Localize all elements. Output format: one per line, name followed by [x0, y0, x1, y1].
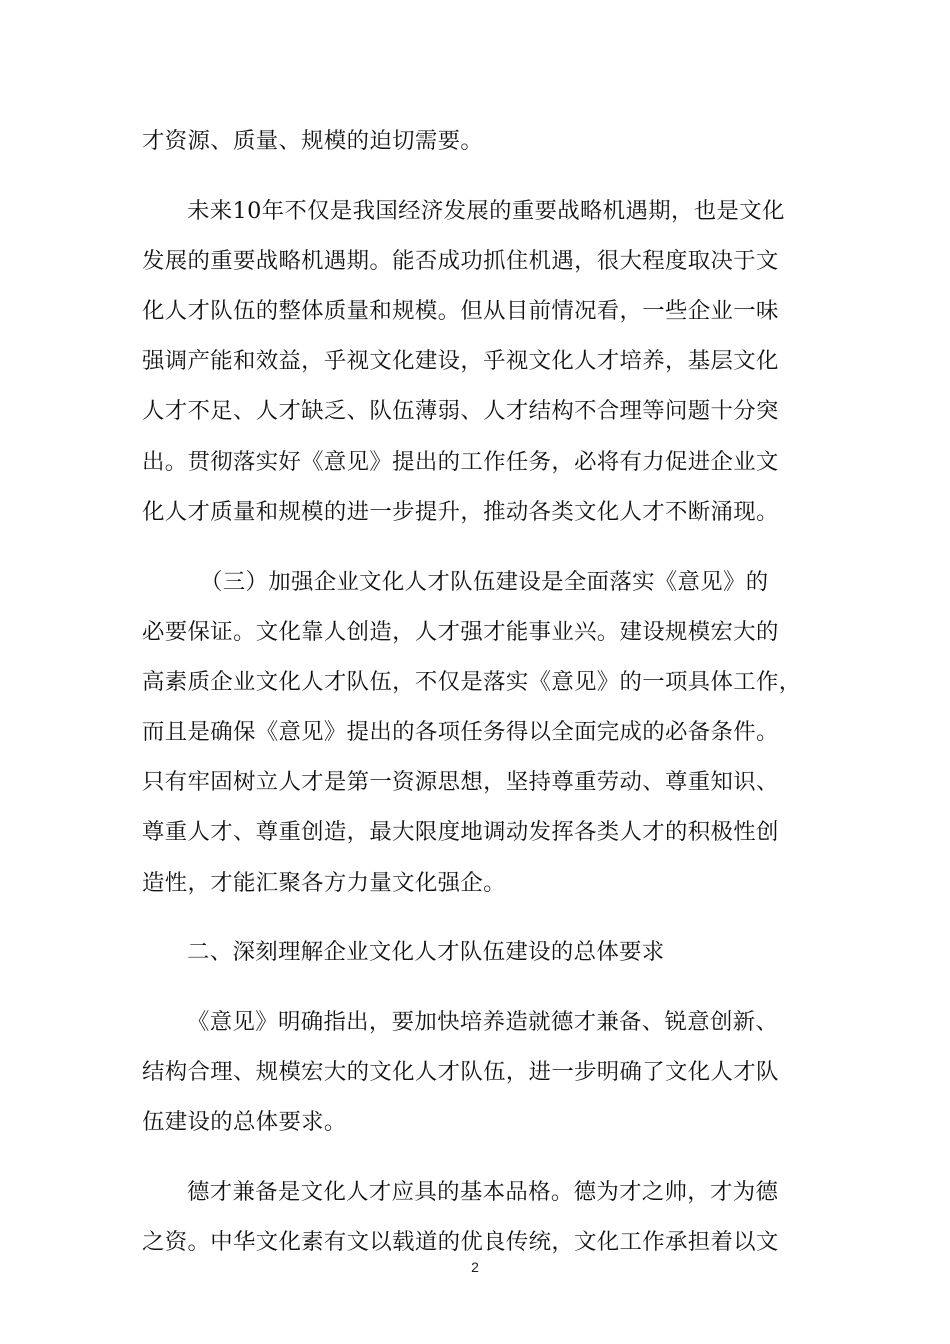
text-line: 尊重人才、尊重创造，最大限度地调动发挥各类人才的积极性创 [142, 819, 779, 846]
text-line: 《意见》明确指出，要加快培养造就德才兼备、锐意创新、 [187, 1009, 779, 1035]
paragraph-2 [142, 186, 785, 537]
text-line: 必要保证。文化靠人创造，人才强才能事业兴。建设规模宏大的 [142, 618, 779, 645]
document-body [142, 116, 802, 1287]
text-line: 强调产能和效益，乎视文化建设，乎视文化人才培养，基层文化 [142, 348, 779, 375]
section-heading [142, 927, 782, 977]
text-line: 之资。中华文化素有文以载道的优良传统，文化工作承担着以文 [142, 1229, 779, 1256]
text-line: 德才兼备是文化人才应具的基本品格。德为才之帅，才为德 [187, 1179, 779, 1206]
text-line: 而且是确保《意见》提出的各项任务得以全面完成的必备条件。 [142, 719, 779, 746]
text-line: 只有牢固树立人才是第一资源思想，坚持尊重劳动、尊重知识、 [142, 769, 779, 796]
paragraph-3 [142, 557, 802, 908]
text-line: 高素质企业文化人才队伍，不仅是落实《意见》的一项具体工作， [142, 668, 802, 695]
text-line: 未来10年不仅是我国经济发展的重要战略机遇期，也是文化 [187, 197, 785, 224]
text-line: 伍建设的总体要求。 [142, 1109, 347, 1136]
paragraph-1 [142, 116, 782, 166]
text-line: 出。贯彻落实好《意见》提出的工作任务，必将有力促进企业文 [142, 448, 779, 475]
paragraph-5 [142, 1167, 782, 1267]
text-line: 人才不足、人才缺乏、队伍薄弱、人才结构不合理等问题十分突 [142, 398, 779, 425]
text-line: 化人才队伍的整体质量和规模。但从目前情况看，一些企业一味 [142, 298, 779, 325]
paragraph-4 [142, 997, 782, 1148]
text-line: 化人才质量和规模的进一步提升，推动各类文化人才不断涌现。 [142, 498, 779, 525]
text-line: 才资源、质量、规模的迫切需要。 [142, 128, 484, 154]
text-line: （三）加强企业文化人才队伍建设是全面落实《意见》的 [200, 568, 769, 595]
text-line: 造性，才能汇聚各方力量文化强企。 [142, 869, 506, 896]
page-number: 2 [471, 1259, 479, 1275]
heading-line: 二、深刻理解企业文化人才队伍建设的总体要求 [187, 939, 665, 966]
text-line: 结构合理、规模宏大的文化人才队伍，进一步明确了文化人才队 [142, 1059, 779, 1086]
text-line: 发展的重要战略机遇期。能否成功抓住机遇，很大程度取决于文 [142, 247, 779, 274]
